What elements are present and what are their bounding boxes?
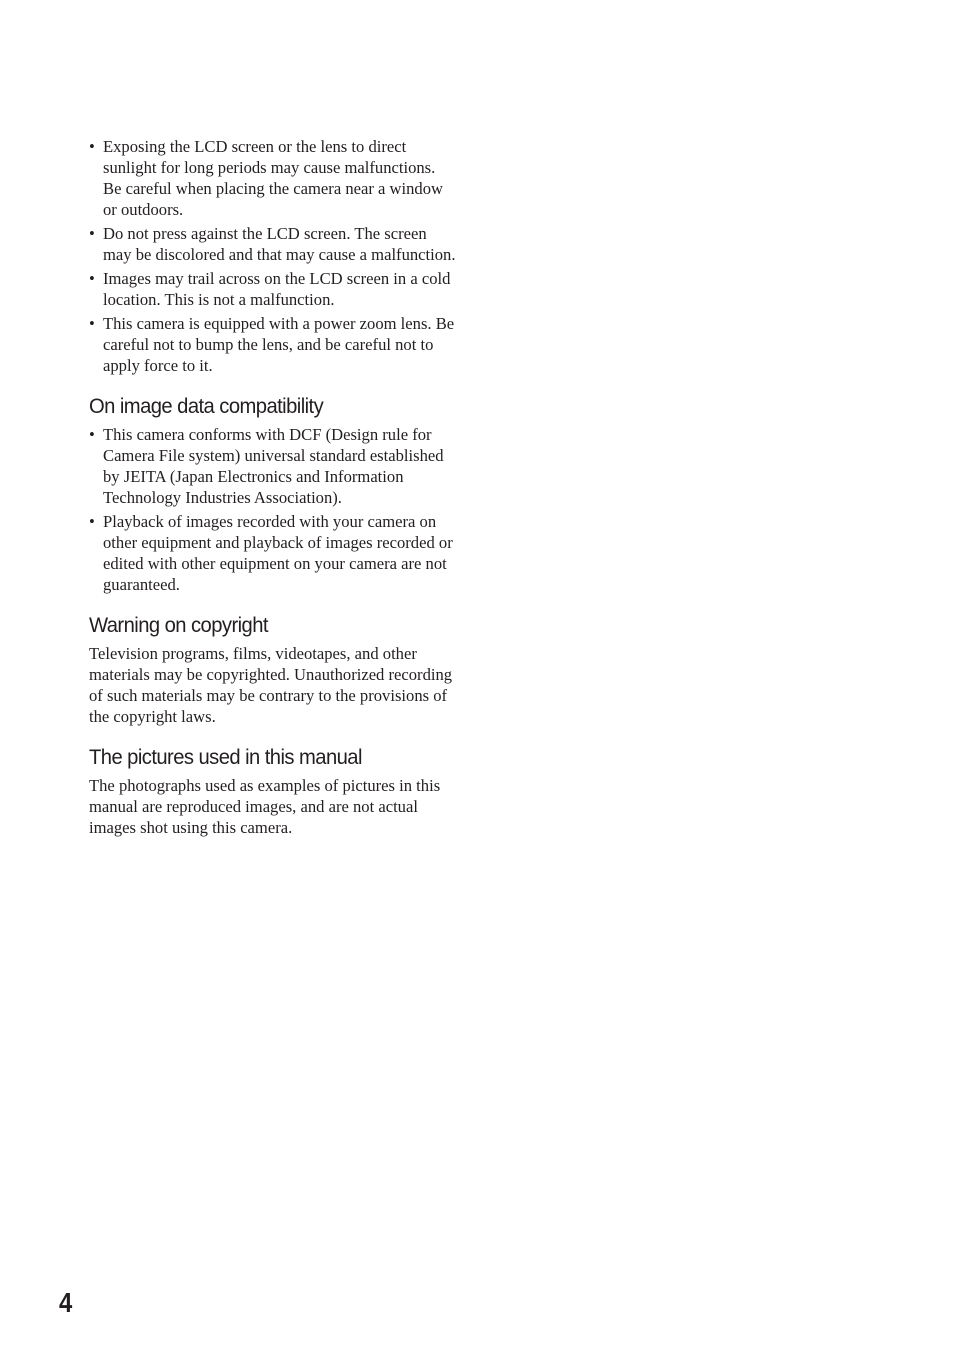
list-item-text: Playback of images recorded with your camera on other equipment and playback of images recorded or edited with other equipment on your camera are not guaranteed.: [103, 512, 453, 594]
bullet-icon: •: [89, 269, 95, 288]
compatibility-bullet-list: [89, 424, 457, 595]
bullet-icon: •: [89, 512, 95, 531]
list-item-text: Do not press against the LCD screen. The screen may be discolored and that may cause a malfunction.: [103, 224, 456, 264]
list-item-text: Exposing the LCD screen or the lens to direct sunlight for long periods may cause malfunctions. Be careful when placing the camera near a window or outdoors.: [103, 137, 444, 219]
pictures-paragraph: The photographs used as examples of pictures in this manual are reproduced images, and are not actual images shot using this camera.: [89, 776, 441, 837]
section-heading-compatibility: On image data compatibility: [89, 394, 324, 418]
main-column: [89, 136, 457, 838]
section-heading-copyright: Warning on copyright: [89, 613, 268, 637]
list-item-text: Images may trail across on the LCD screen in a cold location. This is not a malfunction.: [103, 269, 451, 309]
bullet-icon: •: [89, 137, 95, 156]
bullet-icon: •: [89, 314, 95, 333]
list-item: [89, 511, 457, 595]
list-item-text: This camera is equipped with a power zoom lens. Be careful not to bump the lens, and be careful not to apply force to it.: [103, 314, 455, 375]
page-number: 4: [59, 1287, 73, 1318]
list-item-text: This camera conforms with DCF (Design rule for Camera File system) universal standard established by JEITA (Japan Electronics and Information Technology Industries Association).: [103, 425, 444, 507]
list-item: [89, 223, 457, 265]
list-item: [89, 136, 457, 220]
intro-bullet-list: [89, 136, 457, 376]
bullet-icon: •: [89, 224, 95, 243]
bullet-icon: •: [89, 425, 95, 444]
list-item: [89, 313, 457, 376]
list-item: [89, 424, 457, 508]
copyright-paragraph: Television programs, films, videotapes, and other materials may be copyrighted. Unauthorized recording of such materials may be contrary to the provisions of the copyright laws.: [89, 644, 453, 726]
list-item: [89, 268, 457, 310]
section-heading-pictures: The pictures used in this manual: [89, 745, 362, 769]
